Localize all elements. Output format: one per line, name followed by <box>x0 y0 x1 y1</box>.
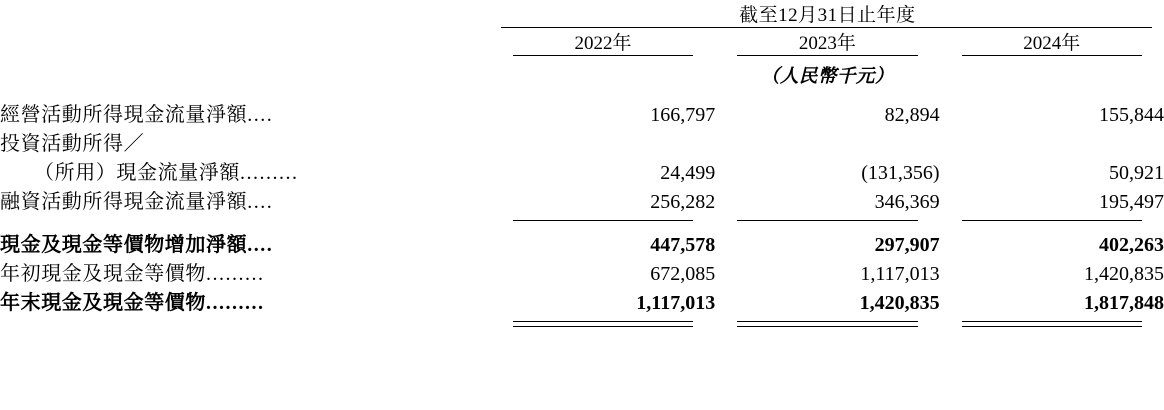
row-label-opening-cash: 年初現金及現金等價物......... <box>0 263 265 285</box>
row-value-operating-2022: 166,797 <box>650 104 716 126</box>
closing-rule-bottom-2022 <box>491 326 715 327</box>
leader-dots: ......... <box>240 162 299 184</box>
spacer-cell <box>0 221 1164 228</box>
empty-corner-cell <box>0 0 491 27</box>
column-header-2024: 2024年 <box>1023 33 1081 54</box>
row-value-financing-2022: 256,282 <box>650 191 716 213</box>
table-row <box>0 257 1164 286</box>
column-header-2022: 2022年 <box>574 33 632 54</box>
table-row <box>0 185 1164 214</box>
row-label-net-increase: 現金及現金等價物增加淨額.... <box>0 234 274 256</box>
leader-dots: ......... <box>206 263 265 285</box>
row-value-investing-2023: (131,356) <box>861 162 940 184</box>
unit-note: （人民幣千元） <box>760 67 894 87</box>
row-label-investing-part2: （所用）現金流量淨額......... <box>34 162 299 184</box>
row-value-closing-cash-2022: 1,117,013 <box>636 292 716 314</box>
row-value-operating-2023: 82,894 <box>884 104 940 126</box>
row-value-net-increase-2022: 447,578 <box>650 234 716 256</box>
empty-corner-cell-2 <box>0 28 491 55</box>
row-label-investing-part1: 投資活動所得／ <box>0 133 145 155</box>
leader-dots: .... <box>247 191 274 213</box>
row-value-net-increase-2023: 297,907 <box>874 234 940 256</box>
leader-dots: .... <box>247 104 274 126</box>
row-value-opening-cash-2022: 672,085 <box>650 263 716 285</box>
period-header-row <box>0 0 1164 27</box>
table-row <box>0 156 1164 185</box>
row-value-net-increase-2024: 402,263 <box>1099 234 1164 256</box>
unit-note-row <box>0 56 1164 98</box>
closing-rule-row-2 <box>0 326 1164 327</box>
year-header-row <box>0 28 1164 55</box>
row-value-investing-2022: 24,499 <box>660 162 716 184</box>
row-label-financing: 融資活動所得現金流量淨額.... <box>0 191 274 213</box>
row-value-financing-2024: 195,497 <box>1099 191 1164 213</box>
row-value-closing-cash-2023: 1,420,835 <box>859 292 940 314</box>
leader-dots: ......... <box>206 292 265 314</box>
row-value-closing-cash-2024: 1,817,848 <box>1084 292 1164 314</box>
column-header-2023: 2023年 <box>798 33 856 54</box>
row-value-operating-2024: 155,844 <box>1099 104 1164 126</box>
row-value-investing-part1-2024 <box>940 127 1164 156</box>
row-label-operating: 經營活動所得現金流量淨額.... <box>0 104 274 126</box>
table-row <box>0 98 1164 127</box>
row-value-investing-part1-2022 <box>491 127 715 156</box>
row-value-financing-2023: 346,369 <box>874 191 940 213</box>
empty-corner-cell-3 <box>0 56 491 98</box>
row-value-opening-cash-2023: 1,117,013 <box>860 263 940 285</box>
table-row <box>0 228 1164 257</box>
row-value-investing-part1-2023 <box>715 127 939 156</box>
row-value-opening-cash-2024: 1,420,835 <box>1084 263 1164 285</box>
leader-dots: .... <box>247 234 274 256</box>
rule-spacer-cell-5 <box>0 326 491 327</box>
closing-rule-bottom-2024 <box>940 326 1164 327</box>
closing-rule-bottom-2023 <box>715 326 939 327</box>
spacer-row <box>0 221 1164 228</box>
row-value-investing-2024: 50,921 <box>1109 162 1164 184</box>
table-row <box>0 286 1164 315</box>
table-row <box>0 127 1164 156</box>
row-label-closing-cash: 年末現金及現金等價物......... <box>0 292 265 314</box>
period-header: 截至12月31日止年度 <box>739 5 916 26</box>
